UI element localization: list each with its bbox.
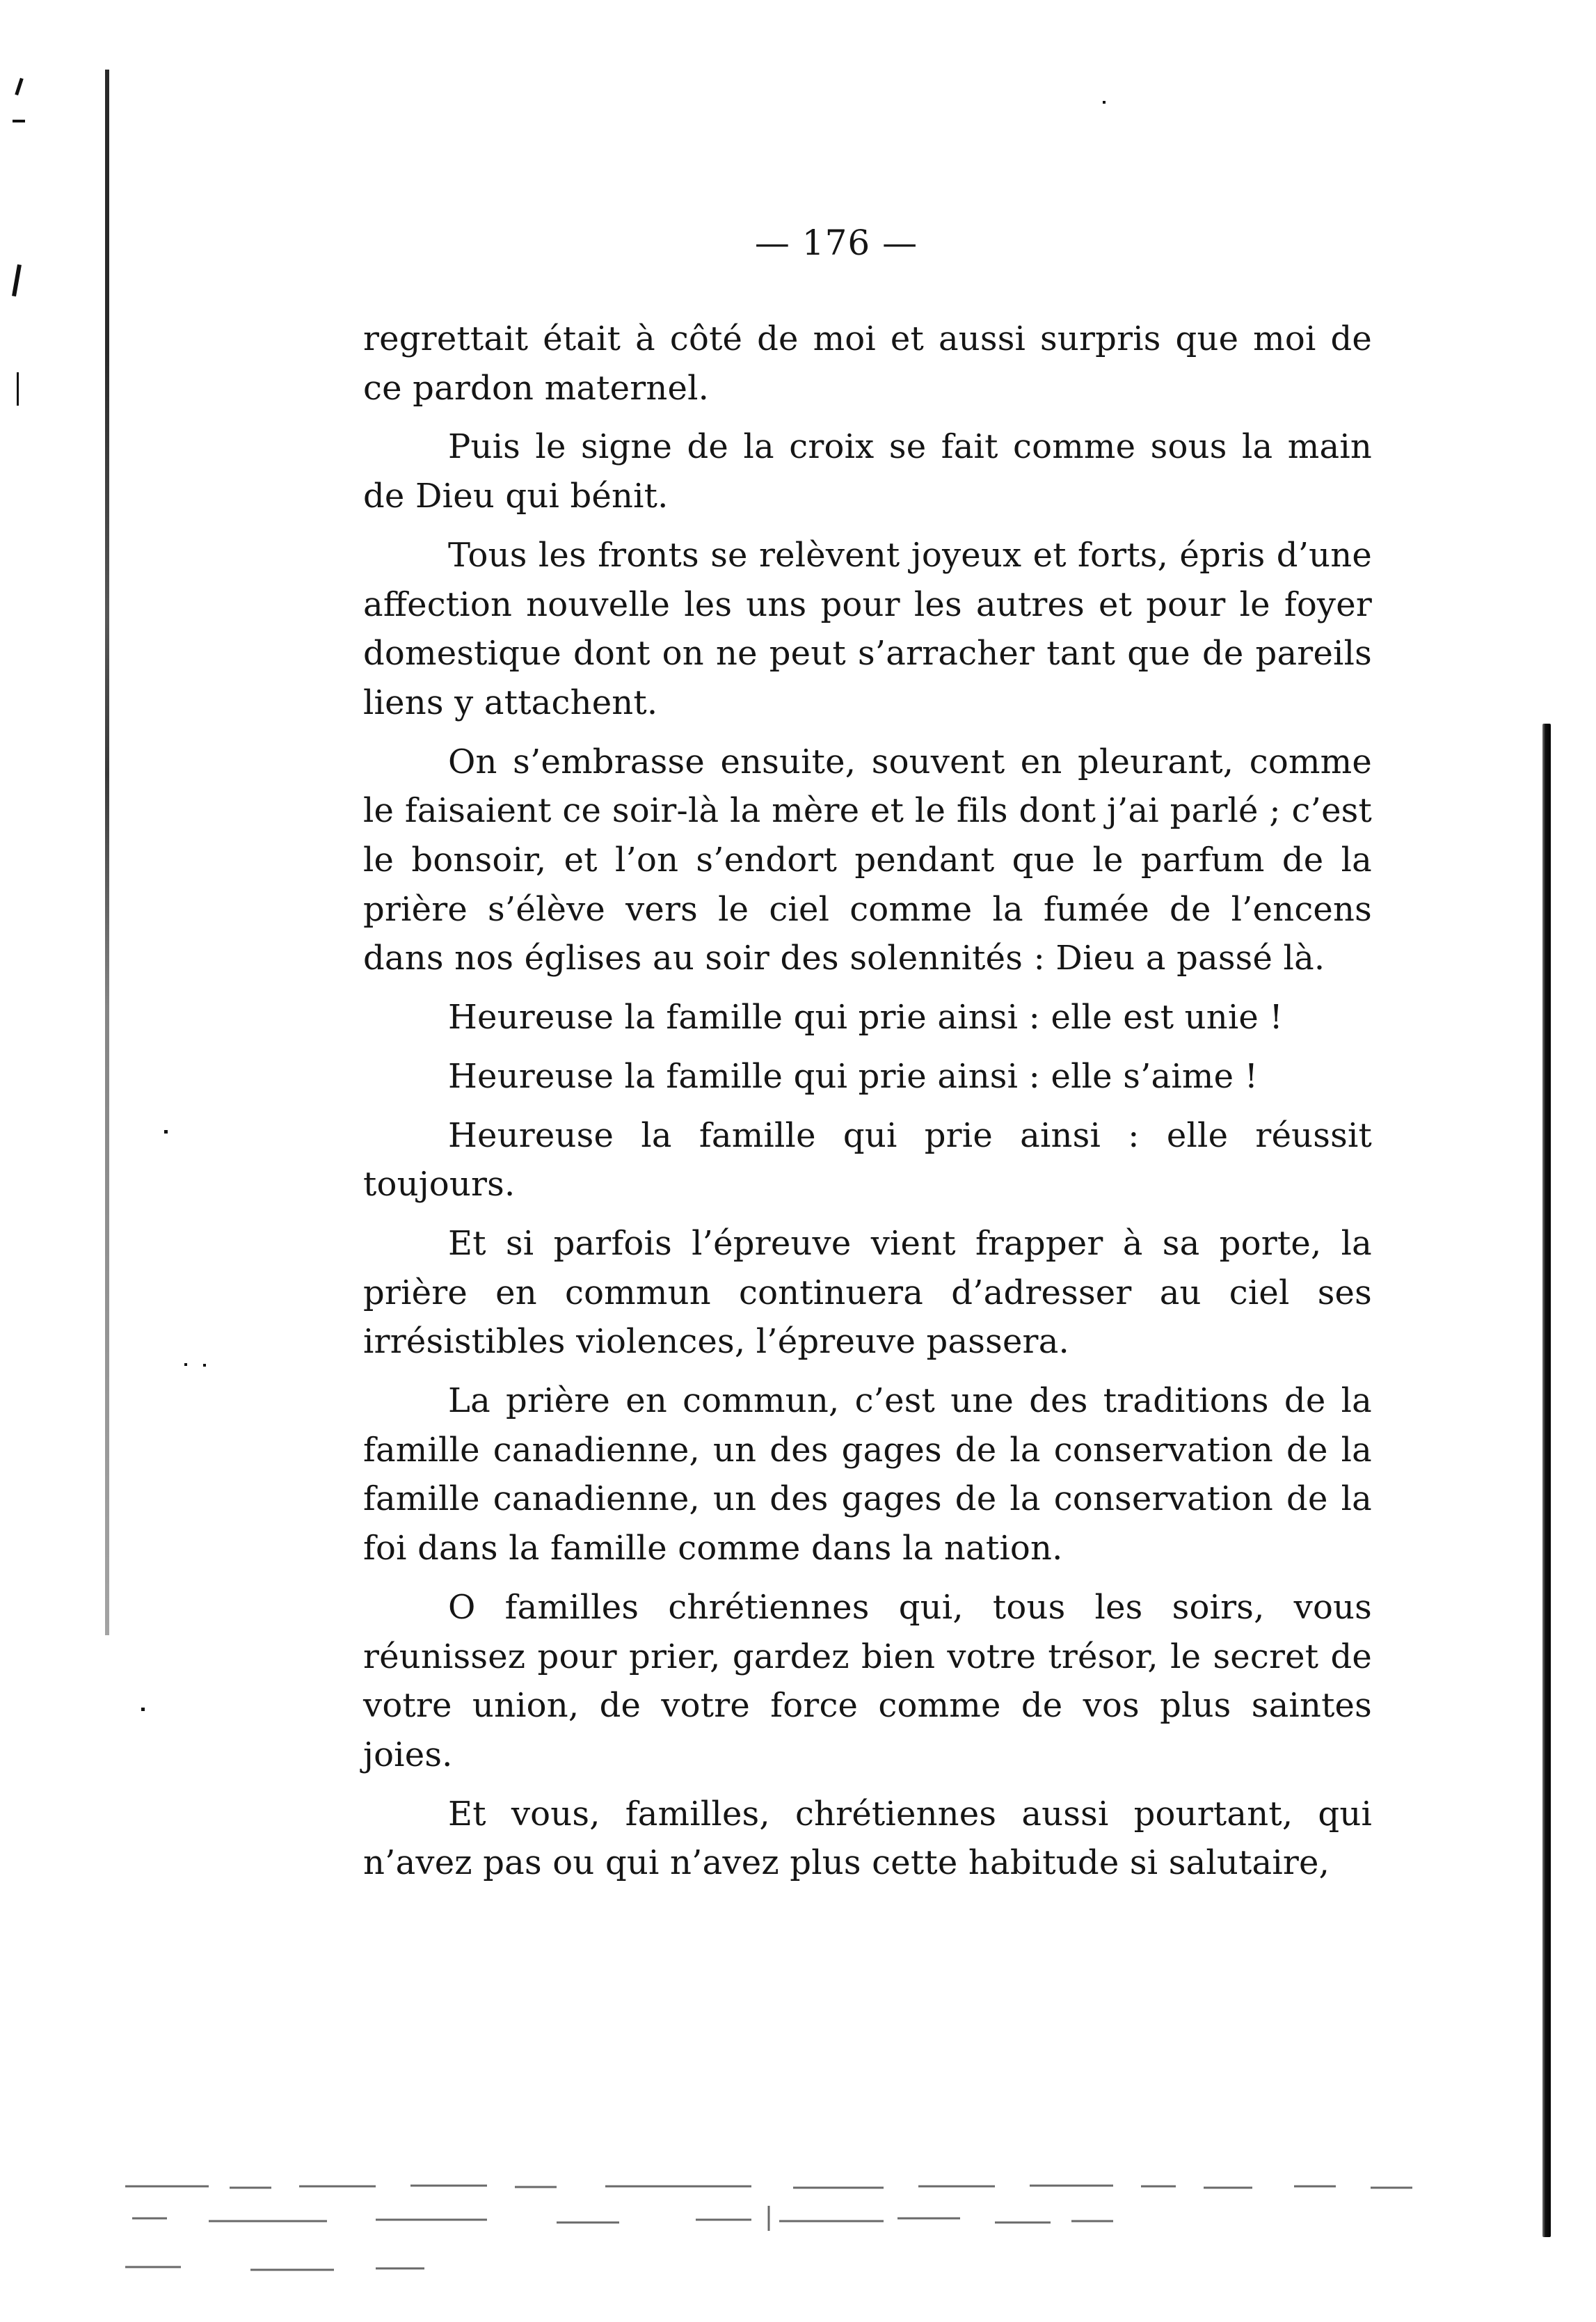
scan-speck	[17, 372, 19, 406]
paragraph: Heureuse la famille qui prie ainsi : elle est unie !	[448, 998, 1283, 1037]
scan-speck	[164, 1130, 168, 1134]
paragraph: Puis le signe de la croix se fait comme sous la main de Dieu qui bénit.	[363, 427, 1372, 516]
page-body-text	[363, 315, 1372, 1898]
paragraph: Heureuse la famille qui prie ainsi : elle réussit toujours.	[363, 1115, 1372, 1204]
left-scan-edge	[105, 70, 109, 1635]
paragraph: La prière en commun, c’est une des traditions de la famille canadienne, un des gages de la conservation de la famille canadienne, un des gages de la conservation de la foi dans la famille comme dans la nation.	[363, 1381, 1372, 1568]
paragraph: Et si parfois l’épreuve vient frapper à sa porte, la prière en commun continuera d’adresser au ciel ses irrésistibles violences, l’épreuve passera.	[363, 1223, 1372, 1362]
scan-speck	[15, 78, 23, 95]
paragraph: On s’embrasse ensuite, souvent en pleurant, comme le faisaient ce soir-là la mère et le fils dont j’ai parlé ; c’est le bonsoir, et l’on s’endort pendant que le parfum de la prière s’élève vers le ciel comme la fumée de l’encens dans nos églises au soir des solennités : Dieu a passé là.	[363, 742, 1372, 978]
bottom-scan-noise	[125, 2171, 1475, 2296]
paragraph: O familles chrétiennes qui, tous les soirs, vous réunissez pour prier, gardez bien votre trésor, le secret de votre union, de votre force comme de vos plus saintes joies.	[363, 1587, 1372, 1774]
right-page-fold-shadow	[1542, 724, 1551, 2237]
scan-speck	[141, 1708, 145, 1711]
paragraph: Tous les fronts se relèvent joyeux et forts, épris d’une aﬀection nouvelle les uns pour les autres et pour le foyer domestique dont on ne peut s’arracher tant que de pareils liens y attachent.	[363, 535, 1372, 722]
paragraph: Et vous, familles, chrétiennes aussi pourtant, qui n’avez pas ou qui n’avez plus cette habitude si salutaire,	[363, 1794, 1372, 1883]
scan-speck	[1103, 101, 1106, 104]
paragraph: regrettait était à côté de moi et aussi surpris que moi de ce pardon maternel.	[363, 319, 1372, 408]
page-number: — 176 —	[754, 223, 918, 263]
scan-speck	[13, 120, 25, 122]
paragraph: Heureuse la famille qui prie ainsi : elle s’aime !	[448, 1056, 1259, 1096]
scan-speck	[203, 1364, 206, 1367]
scan-speck	[12, 264, 22, 296]
scan-speck	[184, 1363, 187, 1366]
